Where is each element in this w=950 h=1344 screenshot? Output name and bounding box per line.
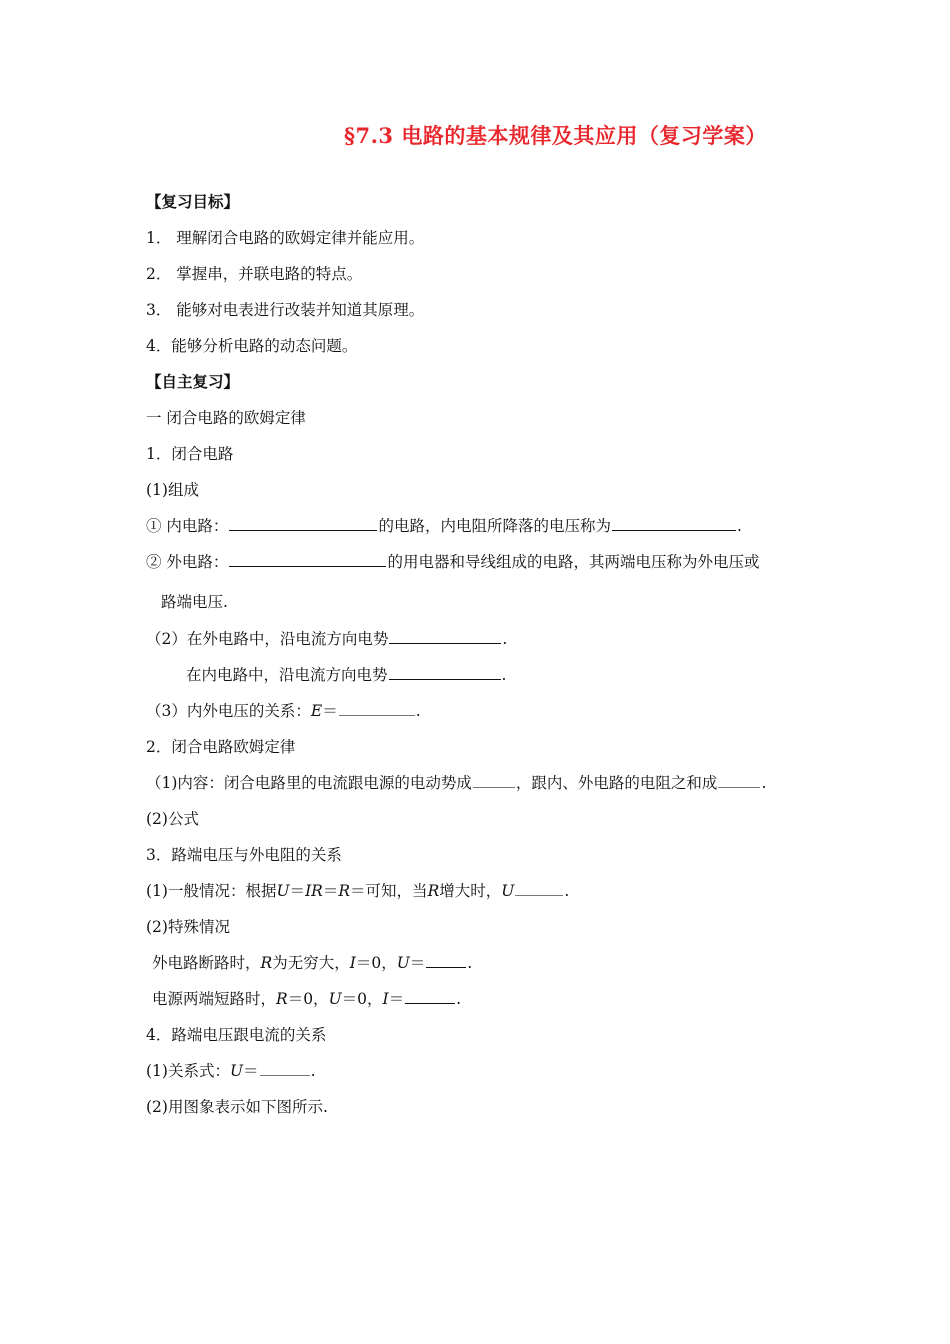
open-text-b: 为无穷大，: [272, 954, 350, 972]
short-text-b: ＝0，: [287, 990, 329, 1008]
page-title: §7.3 电路的基本规律及其应用（复习学案）: [344, 123, 767, 148]
inner-circuit-text: 的电路，内电阻所降落的电压称为: [378, 517, 611, 535]
open-text-c: ＝0，: [355, 954, 397, 972]
item3-1-text-b: 增大时，: [439, 882, 502, 900]
var-U: U: [229, 1062, 244, 1080]
period: .: [415, 702, 421, 720]
item2-1-line: [146, 773, 766, 793]
item3-1-text-eq: ＝可知，当: [350, 882, 428, 900]
item4-heading: 4．路端电压跟电流的关系: [146, 1026, 327, 1044]
blank-potential-inner[interactable]: [389, 665, 501, 680]
item2-1-text-a: （1)内容：闭合电路里的电流跟电源的电动势成: [146, 774, 472, 792]
period: .: [761, 774, 767, 792]
period: .: [502, 630, 508, 648]
blank-inner-circuit[interactable]: [229, 516, 377, 531]
equals: ＝: [243, 1062, 259, 1080]
item1-1-heading: (1)组成: [146, 481, 199, 499]
var-R: R: [427, 882, 440, 900]
item3-heading: 3．路端电压与外电阻的关系: [146, 846, 342, 864]
item2-1-text-b: ，跟内、外电路的电阻之和成: [515, 774, 718, 792]
inner-circuit-line: [146, 516, 742, 536]
goal-item-3: 3． 能够对电表进行改装并知道其原理。: [146, 301, 425, 319]
short-text-c: ＝0，: [341, 990, 383, 1008]
open-text-a: 外电路断路时，: [152, 954, 261, 972]
short-text-a: 电源两端短路时，: [152, 990, 277, 1008]
inner-circuit-label: ① 内电路：: [146, 517, 229, 535]
blank-E[interactable]: [339, 701, 415, 716]
var-R: R: [260, 954, 273, 972]
blank-open-U[interactable]: [426, 953, 466, 968]
goals-header: 【复习目标】: [146, 192, 240, 211]
blank-U-trend[interactable]: [515, 881, 563, 896]
blank-proportional[interactable]: [473, 773, 515, 788]
item1-2-text-b: 在内电路中，沿电流方向电势: [186, 666, 388, 684]
var-R: R: [276, 990, 288, 1008]
item1-heading: 1．闭合电路: [146, 445, 234, 463]
goal-item-2: 2． 掌握串，并联电路的特点。: [146, 265, 363, 283]
outer-circuit-line: [146, 552, 759, 572]
var-U: U: [328, 990, 342, 1008]
short-circuit-line: [152, 989, 461, 1009]
item4-1-line: [146, 1061, 316, 1081]
period: .: [467, 954, 473, 972]
item2-2-heading: (2)公式: [146, 810, 199, 828]
item1-2-line-a: [146, 629, 507, 649]
blank-U-formula[interactable]: [260, 1061, 310, 1076]
blank-short-I[interactable]: [405, 989, 455, 1004]
blank-potential-outer[interactable]: [389, 629, 501, 644]
item2-heading: 2．闭合电路欧姆定律: [146, 738, 296, 756]
var-U: U: [276, 882, 290, 900]
blank-inner-voltage[interactable]: [612, 516, 736, 531]
period: .: [564, 882, 570, 900]
review-header: 【自主复习】: [146, 372, 240, 391]
item1-2-line-b: [186, 665, 506, 685]
equals: ＝: [322, 882, 339, 900]
item1-2-text-a: （2）在外电路中，沿电流方向电势: [146, 630, 389, 648]
var-IR: IR: [305, 882, 323, 900]
goal-item-4: 4．能够分析电路的动态问题。: [146, 337, 358, 355]
short-text-d: ＝: [388, 990, 405, 1008]
outer-circuit-label: ② 外电路：: [146, 553, 229, 571]
inner-circuit-end: .: [736, 517, 742, 535]
item3-1-line: [146, 881, 569, 901]
period: .: [310, 1062, 316, 1080]
var-R: R: [338, 882, 351, 900]
open-circuit-line: [152, 953, 472, 973]
var-U: U: [396, 954, 410, 972]
goal-item-1: 1． 理解闭合电路的欧姆定律并能应用。: [146, 229, 425, 247]
part1-heading: 一 闭合电路的欧姆定律: [146, 409, 306, 427]
item1-3-line: [146, 701, 421, 721]
item3-2-heading: (2)特殊情况: [146, 918, 230, 936]
blank-outer-circuit[interactable]: [229, 552, 386, 567]
item4-1-text: (1)关系式：: [146, 1062, 230, 1080]
var-U: U: [501, 882, 515, 900]
outer-circuit-continuation: 路端电压.: [161, 593, 228, 611]
item3-1-text-a: (1)一般情况：根据: [146, 882, 277, 900]
equals: ＝: [289, 882, 306, 900]
var-I: I: [349, 954, 356, 972]
open-text-d: ＝: [409, 954, 426, 972]
period: .: [501, 666, 507, 684]
item4-2-line: (2)用图象表示如下图所示.: [146, 1098, 328, 1116]
blank-inverse[interactable]: [718, 773, 760, 788]
item1-3-text: （3）内外电压的关系：: [146, 702, 311, 720]
var-I: I: [382, 990, 389, 1008]
equals: ＝: [322, 702, 338, 720]
period: .: [456, 990, 462, 1008]
outer-circuit-text: 的用电器和导线组成的电路，其两端电压称为外电压或: [387, 553, 760, 571]
var-E: E: [310, 702, 323, 720]
